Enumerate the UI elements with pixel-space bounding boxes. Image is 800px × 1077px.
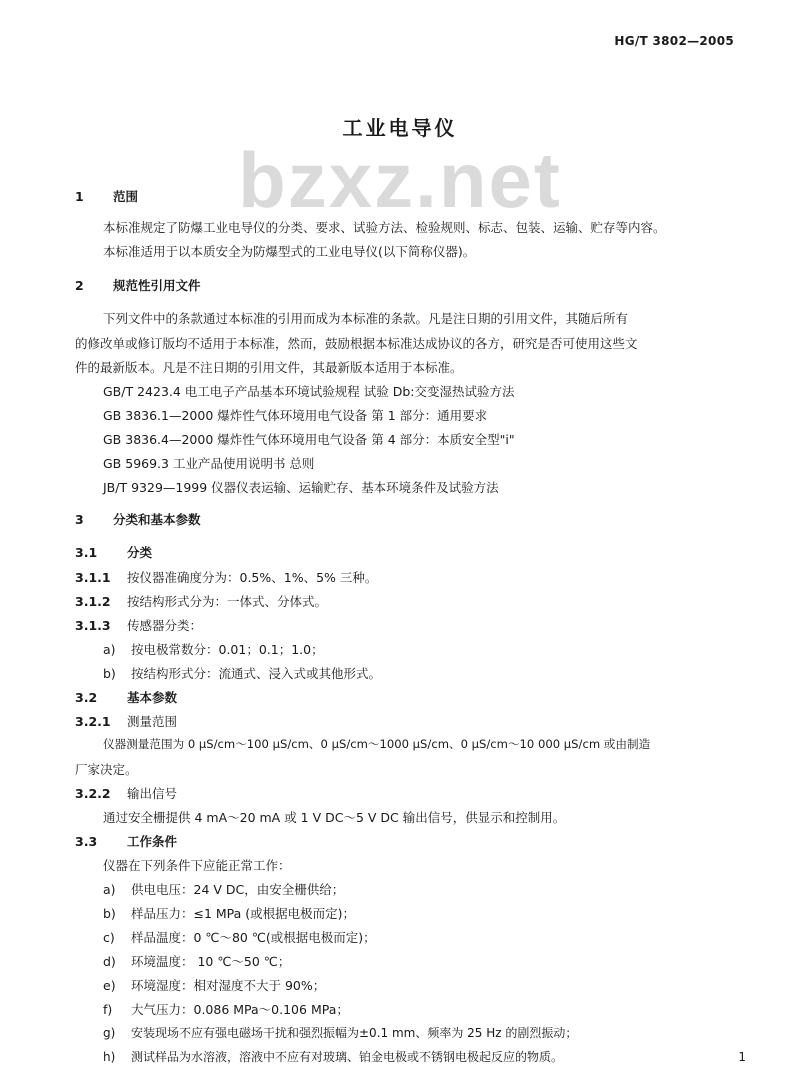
reference-item: JB/T 9329—1999 仪器仪表运输、运输贮存、基本环境条件及试验方法 <box>103 480 499 495</box>
clause-3-2-1-line-2: 厂家决定。 <box>75 762 138 777</box>
section-1-para-2: 本标准适用于以本质安全为防爆型式的工业电导仪(以下简称仪器)。 <box>103 244 476 259</box>
section-3-heading: 3 分类和基本参数 <box>75 512 201 527</box>
section-3-3-heading: 3.3 工作条件 <box>75 834 178 849</box>
list-item: e) 环境湿度：相对湿度不大于 90%； <box>103 978 326 993</box>
list-item: h) 测试样品为水溶液，溶液中不应有对玻璃、铂金电极或不锈钢电极起反应的物质。 <box>103 1050 564 1064</box>
list-item: b) 按结构形式分：流通式、浸入式或其他形式。 <box>103 666 382 681</box>
section-1-para-1: 本标准规定了防爆工业电导仪的分类、要求、试验方法、检验规则、标志、包装、运输、贮存等内容。 <box>103 220 666 235</box>
list-item: b) 样品压力：≤1 MPa (或根据电极而定)； <box>103 906 356 921</box>
list-item: d) 环境温度： 10 ℃～50 ℃； <box>103 954 291 969</box>
section-1-heading: 1 范围 <box>75 189 139 204</box>
section-2-para-line-3: 件的最新版本。凡是不注日期的引用文件，其最新版本适用于本标准。 <box>75 360 463 375</box>
clause-3-1-3: 3.1.3 传感器分类： <box>75 618 203 633</box>
reference-item: GB/T 2423.4 电工电子产品基本环境试验规程 试验 Db:交变湿热试验方法 <box>103 384 515 399</box>
section-2-para-line-2: 的修改单或修订版均不适用于本标准，然而，鼓励根据本标准达成协议的各方，研究是否可使用这些文 <box>75 336 638 351</box>
page-title: 工业电导仪 <box>342 116 458 140</box>
clause-3-1-2: 3.1.2 按结构形式分为：一体式、分体式。 <box>75 594 328 609</box>
list-item: g) 安装现场不应有强电磁场干扰和强烈振幅为±0.1 mm、频率为 25 Hz 的剧烈振动； <box>103 1026 578 1040</box>
section-2-para-line-1: 下列文件中的条款通过本标准的引用而成为本标准的条款。凡是注日期的引用文件，其随后所有 <box>103 311 629 326</box>
clause-3-2-1-line-1: 仪器测量范围为 0 μS/cm～100 μS/cm、0 μS/cm～1000 μS/cm、0 μS/cm～10 000 μS/cm 或由制造 <box>103 737 651 751</box>
clause-3-2-2-line-1: 通过安全栅提供 4 mA～20 mA 或 1 V DC～5 V DC 输出信号，供显示和控制用。 <box>103 810 566 825</box>
list-item: f) 大气压力：0.086 MPa～0.106 MPa； <box>103 1002 349 1017</box>
list-item: a) 供电电压：24 V DC，由安全栅供给； <box>103 882 345 897</box>
clause-3-2-2-heading: 3.2.2 输出信号 <box>75 786 178 801</box>
clause-3-2-1-heading: 3.2.1 测量范围 <box>75 714 178 729</box>
reference-item: GB 5969.3 工业产品使用说明书 总则 <box>103 456 315 471</box>
clause-3-1-1: 3.1.1 按仪器准确度分为：0.5%、1%、5% 三种。 <box>75 570 378 585</box>
page-number: 1 <box>738 1050 746 1064</box>
section-3-1-heading: 3.1 分类 <box>75 545 153 560</box>
reference-item: GB 3836.1—2000 爆炸性气体环境用电气设备 第 1 部分：通用要求 <box>103 408 488 423</box>
standard-number: HG/T 3802—2005 <box>614 34 734 48</box>
reference-item: GB 3836.4—2000 爆炸性气体环境用电气设备 第 4 部分：本质安全型"i" <box>103 432 515 447</box>
list-item: a) 按电极常数分：0.01；0.1；1.0； <box>103 642 324 657</box>
section-3-3-intro: 仪器在下列条件下应能正常工作： <box>103 858 291 873</box>
watermark: bzxz.net <box>238 136 562 224</box>
list-item: c) 样品温度：0 ℃～80 ℃(或根据电极而定)； <box>103 930 376 945</box>
section-3-2-heading: 3.2 基本参数 <box>75 690 178 705</box>
section-2-heading: 2 规范性引用文件 <box>75 278 201 293</box>
